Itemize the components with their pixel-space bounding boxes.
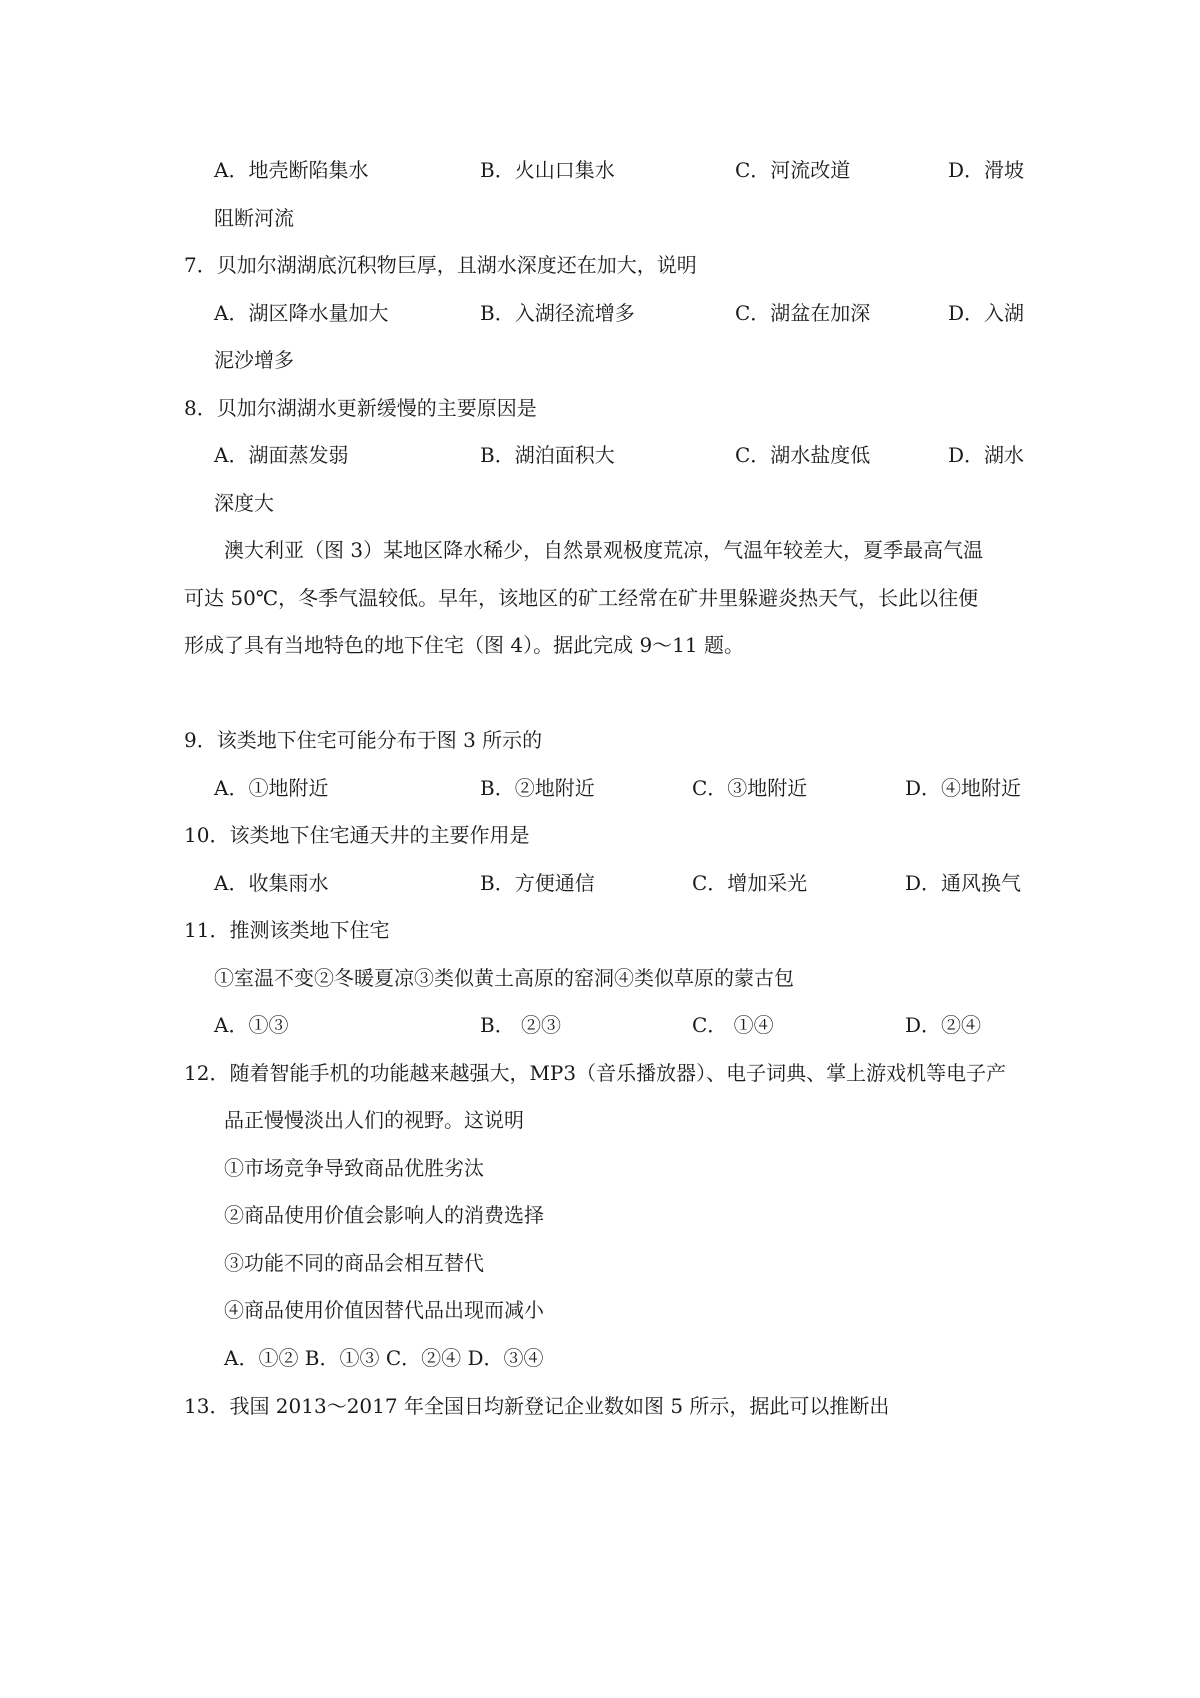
q7-option-d-continuation: 泥沙增多	[214, 348, 294, 372]
q10-option-a: A．收集雨水	[214, 871, 329, 895]
q6-option-c: C．河流改道	[735, 158, 851, 182]
q6-option-d-continuation: 阻断河流	[214, 206, 294, 230]
q13-stem: 13．我国 2013～2017 年全国日均新登记企业数如图 5 所示，据此可以推断出	[184, 1394, 890, 1418]
q9-option-c: C．③地附近	[692, 776, 808, 800]
q11-option-d: D．②④	[905, 1013, 982, 1037]
q8-stem: 8．贝加尔湖湖水更新缓慢的主要原因是	[184, 396, 537, 420]
q11-stem: 11．推测该类地下住宅	[184, 918, 390, 942]
q8-option-c: C．湖水盐度低	[735, 443, 871, 467]
q12-statement-3: ③功能不同的商品会相互替代	[224, 1251, 484, 1275]
q8-option-a: A．湖面蒸发弱	[214, 443, 349, 467]
q11-option-a: A．①③	[214, 1013, 289, 1037]
q6-option-b: B．火山口集水	[480, 158, 615, 182]
q11-statements: ①室温不变②冬暖夏凉③类似黄土高原的窑洞④类似草原的蒙古包	[214, 966, 794, 990]
q7-option-a: A．湖区降水量加大	[214, 301, 389, 325]
q9-option-b: B．②地附近	[480, 776, 595, 800]
q6-option-d: D．滑坡	[948, 158, 1025, 182]
q6-option-a: A．地壳断陷集水	[214, 158, 369, 182]
q8-option-d-continuation: 深度大	[214, 491, 274, 515]
q7-option-d: D．入湖	[948, 301, 1025, 325]
q11-option-c: C． ①④	[692, 1013, 774, 1037]
q7-stem: 7．贝加尔湖湖底沉积物巨厚，且湖水深度还在加大，说明	[184, 253, 697, 277]
q7-option-b: B．入湖径流增多	[480, 301, 635, 325]
q9-option-d: D．④地附近	[905, 776, 1022, 800]
q8-option-d: D．湖水	[948, 443, 1025, 467]
q10-option-b: B．方便通信	[480, 871, 595, 895]
q12-stem-line-1: 12．随着智能手机的功能越来越强大，MP3（音乐播放器）、电子词典、掌上游戏机等电子产	[184, 1061, 1007, 1085]
q10-stem: 10．该类地下住宅通天井的主要作用是	[184, 823, 530, 847]
q11-option-b: B． ②③	[480, 1013, 562, 1037]
q7-option-c: C．湖盆在加深	[735, 301, 871, 325]
passage-line-3: 形成了具有当地特色的地下住宅（图 4）。据此完成 9～11 题。	[184, 633, 744, 657]
q12-stem-line-2: 品正慢慢淡出人们的视野。这说明	[224, 1108, 524, 1132]
q10-option-d: D．通风换气	[905, 871, 1022, 895]
q12-statement-1: ①市场竞争导致商品优胜劣汰	[224, 1156, 484, 1180]
q12-options: A．①② B．①③ C．②④ D．③④	[224, 1346, 544, 1370]
q9-stem: 9．该类地下住宅可能分布于图 3 所示的	[184, 728, 543, 752]
q10-option-c: C．增加采光	[692, 871, 808, 895]
passage-line-1: 澳大利亚（图 3）某地区降水稀少，自然景观极度荒凉，气温年较差大，夏季最高气温	[224, 538, 984, 562]
q12-statement-2: ②商品使用价值会影响人的消费选择	[224, 1203, 544, 1227]
q12-statement-4: ④商品使用价值因替代品出现而减小	[224, 1298, 544, 1322]
q9-option-a: A．①地附近	[214, 776, 329, 800]
q8-option-b: B．湖泊面积大	[480, 443, 615, 467]
passage-line-2: 可达 50℃，冬季气温较低。早年，该地区的矿工经常在矿井里躲避炎热天气，长此以往便	[184, 586, 979, 610]
